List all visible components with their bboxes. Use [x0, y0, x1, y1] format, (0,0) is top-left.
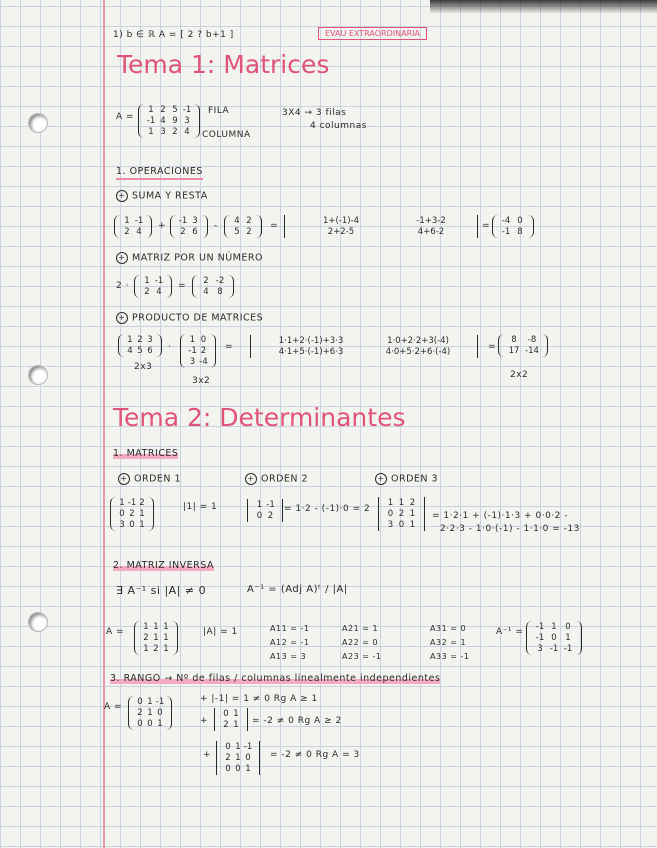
- suma-result: [492, 215, 534, 238]
- rango-matrix-label: A =: [104, 702, 123, 712]
- matrix-cell: 1: [148, 105, 154, 115]
- rango-minor-3: [216, 741, 260, 775]
- matrix-cell: 1: [387, 498, 394, 508]
- matrix-cell: 0: [225, 742, 231, 752]
- matrix-cell: 1: [153, 622, 159, 632]
- matrix-cell: 4: [136, 227, 142, 237]
- cofactor: A32 = 1: [430, 638, 467, 647]
- prod-result: [498, 334, 548, 357]
- columna-label: COLUMNA: [202, 130, 251, 140]
- matrix-cell: 1: [147, 697, 153, 707]
- inversa-formula: A⁻¹ = (Adj A)ᵗ / |A|: [247, 584, 348, 595]
- inversa-condition: ∃ A⁻¹ si |A| ≠ 0: [116, 584, 207, 597]
- matrix-cell: 1: [256, 500, 263, 510]
- matrix-cell: 2: [225, 753, 231, 763]
- matrix-cell: 2: [172, 127, 178, 137]
- prod-heading: PRODUCTO DE MATRICES: [132, 312, 264, 324]
- matrix-cell: 4+6-2: [417, 227, 445, 237]
- matrix-cell: -4: [501, 216, 511, 226]
- matrix-cell: -1: [146, 116, 156, 126]
- matrix-cell: 8: [517, 227, 523, 237]
- rango-heading: 3. RANGO → Nº de filas / columnas linealmente independientes: [110, 673, 441, 684]
- matrix-cell: 4·0+5·2+6·(-4): [385, 347, 451, 357]
- cofactor: A23 = -1: [342, 652, 382, 661]
- matrix-cell: 4·1+5·(-1)+6·3: [278, 347, 344, 357]
- plus-circle-icon: +: [245, 473, 257, 485]
- matrix-cell: 1: [119, 498, 125, 508]
- orden1-det: |1| = 1: [183, 502, 218, 512]
- matrix-cell: 2: [267, 511, 274, 521]
- matrix-cell: 0: [398, 520, 405, 530]
- matrix-cell: 2: [223, 720, 229, 730]
- cofactors-col1: [270, 622, 309, 664]
- matrix-cell: 6: [192, 227, 198, 237]
- matrix-cell: 1: [189, 335, 196, 345]
- matrix-cell: 0: [551, 633, 557, 643]
- matrix-cell: 1: [235, 753, 241, 763]
- dims-label-2: 4 columnas: [310, 121, 367, 131]
- binder-hole: [28, 365, 48, 385]
- plus-sign: +: [200, 716, 209, 726]
- num-result: [192, 275, 234, 298]
- orden1-matrix: [110, 497, 154, 531]
- matrix-cell: 5: [137, 346, 143, 356]
- suma-matrix-b: [170, 215, 208, 238]
- matrix-cell: 0: [147, 719, 153, 729]
- matrix-def-label: A =: [116, 112, 135, 122]
- cofactor: A33 = -1: [430, 652, 470, 661]
- matrix-cell: 6: [147, 346, 153, 356]
- ops-heading: 1. OPERACIONES: [116, 166, 203, 180]
- matrix-cell: -1: [243, 742, 253, 752]
- matrix-cell: -1: [535, 622, 545, 632]
- binder-hole: [28, 113, 48, 133]
- matrix-cell: 2: [246, 227, 252, 237]
- prod-matrix-b: [180, 334, 216, 368]
- matrix-cell: 4: [234, 216, 240, 226]
- binder-hole: [28, 612, 48, 632]
- num-heading: MATRIZ POR UN NÚMERO: [132, 252, 263, 264]
- matrix-cell: 2: [143, 633, 149, 643]
- matrix-cell: -1: [182, 105, 192, 115]
- equals-sign: =: [488, 342, 497, 352]
- cofactor: A21 = 1: [342, 624, 379, 633]
- matrix-cell: 3: [387, 520, 394, 530]
- matrix-cell: 0: [387, 509, 394, 519]
- plus-circle-icon: +: [116, 190, 128, 202]
- matrix-cell: 1: [139, 509, 145, 519]
- matrix-cell: 0: [517, 216, 523, 226]
- orden3-matrix: [378, 497, 425, 531]
- matrix-cell: 0: [225, 764, 231, 774]
- matrix-cell: 0: [157, 708, 163, 718]
- matrix-cell: 4: [184, 127, 190, 137]
- matrix-cell: -4: [199, 357, 208, 367]
- equals-sign: =: [482, 221, 491, 231]
- cofactor: A31 = 0: [430, 624, 467, 633]
- matrix-cell: -1: [127, 498, 137, 508]
- rango-step1: + |-1| = 1 ≠ 0 Rg A ≥ 1: [200, 694, 318, 704]
- matrix-cell: 5: [172, 105, 178, 115]
- matrix-cell: 3: [192, 216, 198, 226]
- matrix-cell: 2: [409, 498, 416, 508]
- margin-line: [103, 0, 105, 848]
- matrix-cell: 1: [409, 509, 416, 519]
- cofactor: A12 = -1: [270, 638, 310, 647]
- matrix-cell: -1: [154, 276, 164, 286]
- orden3-eq2: 2·2·3 - 1·0·(-1) - 1·1·0 = -13: [440, 524, 580, 534]
- inversa-result-label: A⁻¹ =: [496, 627, 524, 637]
- inversa-det: |A| = 1: [203, 627, 238, 637]
- matrix-cell: 3: [147, 335, 153, 345]
- matrix-cell: 1: [245, 764, 251, 774]
- matrix-cell: 0: [200, 335, 207, 345]
- prod-matrix-a: [118, 334, 162, 357]
- matrix-cell: -1: [266, 500, 275, 510]
- rango-matrix: [128, 696, 172, 730]
- orden1-label: ORDEN 1: [134, 473, 182, 485]
- matrix-cell: 1·0+2·2+3(-4): [387, 336, 449, 346]
- rango-step3: = -2 ≠ 0 Rg A = 3: [270, 750, 360, 760]
- matrix-cell: 4: [203, 287, 209, 297]
- matrix-cell: 1: [235, 742, 241, 752]
- tema2-title: Tema 2: Determinantes: [113, 403, 406, 432]
- matrix-cell: 2: [246, 216, 252, 226]
- fila-label: FILA: [208, 106, 230, 116]
- plus-circle-icon: +: [118, 473, 130, 485]
- rango-step2: = -2 ≠ 0 Rg A ≥ 2: [252, 716, 342, 726]
- inversa-result: [526, 621, 582, 655]
- matrix-cell: 1: [127, 335, 133, 345]
- matrix-cell: 2: [160, 105, 166, 115]
- matrix-cell: 1: [144, 276, 150, 286]
- equals-sign: =: [225, 342, 234, 352]
- matrix-cell: 2: [137, 708, 143, 718]
- matrix-cell: 2: [180, 227, 186, 237]
- matrix-cell: -1: [134, 216, 144, 226]
- matrix-cell: -1: [563, 644, 573, 654]
- plus-sign: +: [158, 221, 167, 231]
- matrix-cell: 2: [398, 509, 405, 519]
- tema1-title: Tema 1: Matrices: [117, 50, 330, 79]
- orden2-eq: = 1·2 - (-1)·0 = 2: [284, 504, 371, 514]
- matrix-cell: -1: [188, 346, 197, 356]
- matrix-cell: 8: [217, 287, 223, 297]
- matrix-cell: 1: [163, 622, 169, 632]
- orden3-label: ORDEN 3: [391, 473, 439, 485]
- matrix-cell: 1+(-1)-4: [322, 216, 360, 226]
- matrix-cell: 0: [235, 764, 241, 774]
- page-shadow: [430, 0, 657, 14]
- matrix-cell: 2: [153, 644, 159, 654]
- matrix-cell: 8: [511, 335, 517, 345]
- matrix-cell: 17: [508, 346, 520, 356]
- matrix-cell: 0: [137, 697, 143, 707]
- matrix-cell: -14: [525, 346, 539, 356]
- matrix-cell: 0: [129, 520, 135, 530]
- matrix-cell: 3: [537, 644, 543, 654]
- cofactor: A13 = 3: [270, 652, 307, 661]
- matrix-cell: 0: [137, 719, 143, 729]
- matrix-cell: 3: [189, 357, 196, 367]
- matrix-cell: 5: [234, 227, 240, 237]
- matrix-cell: 4: [127, 346, 133, 356]
- matrix-cell: 0: [245, 753, 251, 763]
- matrix-cell: 1: [124, 216, 130, 226]
- matrix-cell: 2: [124, 227, 130, 237]
- matrix-cell: 1: [147, 708, 153, 718]
- matrix-cell: -8: [527, 335, 537, 345]
- orden2-label: ORDEN 2: [261, 473, 309, 485]
- matrix-cell: 1·1+2·(-1)+3·3: [278, 336, 344, 346]
- matrix-cell: 3: [160, 127, 166, 137]
- matrix-cell: -1: [178, 216, 188, 226]
- matrix-cell: 1: [143, 622, 149, 632]
- equals-sign: =: [270, 221, 279, 231]
- matrix-cell: 1: [398, 498, 405, 508]
- matrix-cell: -1: [549, 644, 559, 654]
- matrix-cell: -1+3-2: [416, 216, 446, 226]
- orden2-matrix: [247, 499, 283, 522]
- num-scalar: 2 ·: [116, 281, 129, 291]
- dims-label: 3X4 → 3 filas: [282, 108, 347, 118]
- suma-matrix-a: [114, 215, 152, 238]
- cofactors-col2: [342, 622, 381, 664]
- matrix-cell: 1: [233, 709, 239, 719]
- matrix-cell: 2: [203, 276, 209, 286]
- dim-a: 2x3: [134, 362, 153, 372]
- matrix-cell: 1: [139, 520, 145, 530]
- matrix-cell: 2: [139, 498, 145, 508]
- matrix-cell: 1: [233, 720, 239, 730]
- suma-heading: SUMA Y RESTA: [132, 190, 208, 202]
- matrix-cell: 1: [157, 719, 163, 729]
- inversa-matrix: [134, 621, 178, 655]
- matrix-cell: 2: [144, 287, 150, 297]
- matrix-cell: 0: [256, 511, 263, 521]
- matrix-cell: 2: [137, 335, 143, 345]
- minus-sign: -: [214, 221, 218, 231]
- suma-work-matrix: [284, 215, 478, 238]
- dim-result: 2x2: [510, 370, 529, 380]
- dim-b: 3x2: [192, 376, 211, 386]
- orden3-eq1: = 1·2·1 + (-1)·1·3 + 0·0·2 -: [432, 511, 569, 521]
- matrix-cell: -2: [215, 276, 225, 286]
- cofactor: A11 = -1: [270, 624, 310, 633]
- matrix-cell: -1: [155, 697, 165, 707]
- equals-sign: =: [178, 281, 187, 291]
- matrix-cell: 1: [153, 633, 159, 643]
- header-boxed-label: EVAU EXTRAORDINARIA: [318, 27, 427, 40]
- matrix-cell: 2: [129, 509, 135, 519]
- inversa-heading: 2. MATRIZ INVERSA: [113, 560, 214, 571]
- matrix-cell: 1: [565, 633, 571, 643]
- matrix-cell: 3: [184, 116, 190, 126]
- matrices-heading: 1. MATRICES: [113, 448, 179, 459]
- matrix-cell: 2: [200, 346, 207, 356]
- dot-sign: ·: [168, 342, 172, 352]
- matrix-cell: 9: [172, 116, 178, 126]
- cofactor: A22 = 0: [342, 638, 379, 647]
- matrix-cell: 0: [223, 709, 229, 719]
- prod-work-matrix: [250, 335, 478, 358]
- matrix-cell: 3: [119, 520, 125, 530]
- matrix-cell: 1: [148, 127, 154, 137]
- header-line: 1) b ∈ ℝ A = [ 2 ? b+1 ]: [113, 30, 234, 40]
- matrix-cell: -1: [501, 227, 511, 237]
- plus-circle-icon: +: [116, 252, 128, 264]
- matrix-cell: 2+2-5: [327, 227, 355, 237]
- matrix-def: [138, 104, 200, 138]
- matrix-cell: 4: [156, 287, 162, 297]
- rango-minor-2: [214, 708, 248, 731]
- matrix-cell: 4: [160, 116, 166, 126]
- matrix-cell: -1: [535, 633, 545, 643]
- inv-matrix-label: A =: [106, 627, 125, 637]
- matrix-cell: 0: [119, 509, 125, 519]
- plus-circle-icon: +: [375, 473, 387, 485]
- matrix-cell: 1: [163, 644, 169, 654]
- plus-circle-icon: +: [116, 312, 128, 324]
- matrix-cell: 1: [143, 644, 149, 654]
- num-matrix: [134, 275, 172, 298]
- suma-matrix-c: [224, 215, 262, 238]
- matrix-cell: 1: [409, 520, 416, 530]
- matrix-cell: 1: [551, 622, 557, 632]
- plus-sign: +: [203, 750, 212, 760]
- matrix-cell: 0: [565, 622, 571, 632]
- matrix-cell: 1: [163, 633, 169, 643]
- cofactors-col3: [430, 622, 469, 664]
